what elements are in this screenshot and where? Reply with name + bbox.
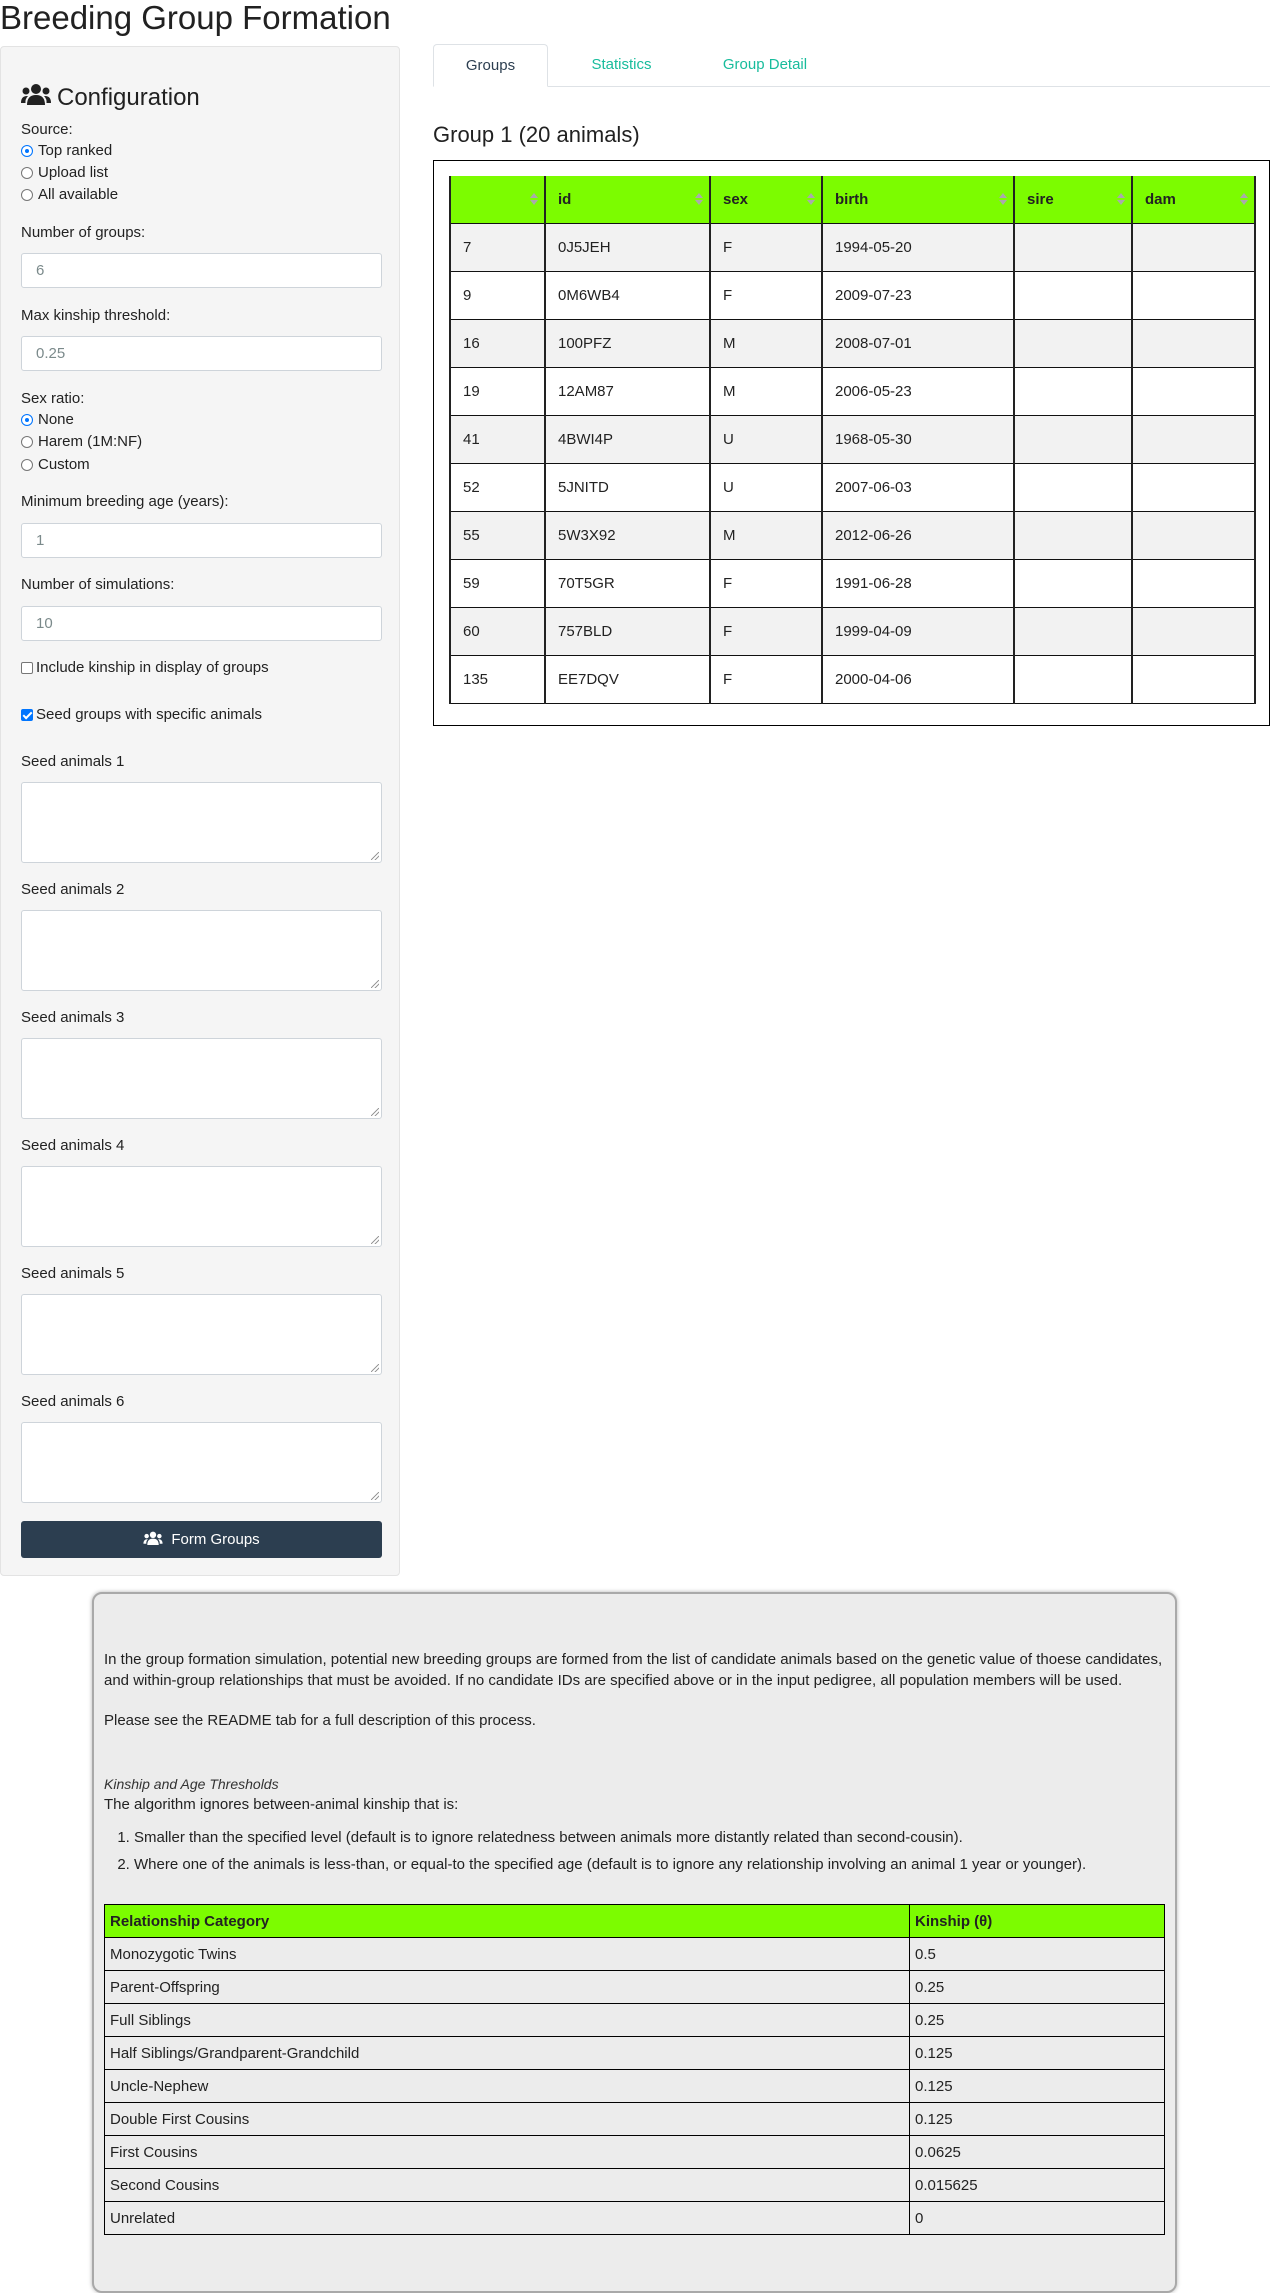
kinship-threshold-input[interactable]: 0.25 <box>21 336 382 371</box>
table-cell: F <box>710 607 822 655</box>
table-cell: 7 <box>450 223 545 271</box>
source-radio-upload-list[interactable] <box>21 164 108 181</box>
column-header-label: dam <box>1145 190 1176 208</box>
column-header-sire[interactable] <box>1014 176 1132 223</box>
table-cell: 9 <box>450 271 545 319</box>
kinship-cell: 0.25 <box>910 1971 1165 2004</box>
column-header-label: birth <box>835 190 869 208</box>
kinship-cell: Double First Cousins <box>105 2103 910 2136</box>
table-cell: 60 <box>450 607 545 655</box>
table-cell: M <box>710 319 822 367</box>
table-row[interactable] <box>450 511 1255 559</box>
table-cell: 4BWI4P <box>545 415 710 463</box>
source-radio-all-available[interactable] <box>21 186 118 203</box>
kinship-cell: 0.5 <box>910 1938 1165 1971</box>
configuration-panel <box>0 46 400 1576</box>
sort-icon <box>695 193 701 205</box>
table-cell: 5JNITD <box>545 463 710 511</box>
radio-selected[interactable] <box>21 145 33 157</box>
kinship-cell: First Cousins <box>105 2136 910 2169</box>
seed-groups-label: Seed groups with specific animals <box>36 706 262 723</box>
column-header-id[interactable] <box>545 176 710 223</box>
form-groups-label: Form Groups <box>171 1531 260 1548</box>
help-panel <box>92 1592 1177 2293</box>
table-cell <box>1014 271 1132 319</box>
table-cell: 5W3X92 <box>545 511 710 559</box>
table-cell <box>1132 559 1255 607</box>
column-header-birth[interactable] <box>822 176 1014 223</box>
min-age-label: Minimum breeding age (years): <box>21 493 229 510</box>
seed-animals-1-label: Seed animals 1 <box>21 753 125 770</box>
column-header-index[interactable] <box>450 176 545 223</box>
table-cell: 100PFZ <box>545 319 710 367</box>
radio-label: None <box>38 411 74 428</box>
table-cell: 41 <box>450 415 545 463</box>
radio-label: Harem (1M:NF) <box>38 433 143 450</box>
table-cell: 12AM87 <box>545 367 710 415</box>
table-row[interactable] <box>450 319 1255 367</box>
sex-ratio-radio-custom[interactable] <box>21 456 90 473</box>
kinship-row <box>105 2070 1165 2103</box>
kinship-cell: 0.125 <box>910 2070 1165 2103</box>
kinship-cell: 0.0625 <box>910 2136 1165 2169</box>
kinship-header-category: Relationship Category <box>105 1905 910 1938</box>
table-cell: F <box>710 559 822 607</box>
table-cell <box>1014 415 1132 463</box>
table-cell: 2007-06-03 <box>822 463 1014 511</box>
sort-icon <box>807 193 813 205</box>
seed-animals-2-textarea[interactable] <box>21 910 382 991</box>
tab-group-detail[interactable]: Group Detail <box>722 56 808 73</box>
radio-label: Top ranked <box>38 142 113 159</box>
table-cell: M <box>710 367 822 415</box>
kinship-row <box>105 2037 1165 2070</box>
sex-ratio-radio-harem[interactable] <box>21 433 142 450</box>
kinship-row <box>105 2103 1165 2136</box>
num-groups-label: Number of groups: <box>21 224 146 241</box>
table-cell <box>1132 319 1255 367</box>
table-cell: F <box>710 655 822 703</box>
users-icon <box>143 1531 163 1549</box>
threshold-list <box>104 1827 1086 1881</box>
table-cell: 16 <box>450 319 545 367</box>
table-cell: 1994-05-20 <box>822 223 1014 271</box>
radio-label: Custom <box>38 456 90 473</box>
column-header-label: id <box>558 190 572 208</box>
table-row[interactable] <box>450 559 1255 607</box>
list-item: 1. Smaller than the specified level (default is to ignore relatedness between animals more distantly related than second-cousin). <box>134 1827 1086 1848</box>
table-cell <box>1132 223 1255 271</box>
kinship-row <box>105 2202 1165 2235</box>
table-cell <box>1132 607 1255 655</box>
num-groups-input[interactable]: 6 <box>21 253 382 288</box>
kinship-cell: Monozygotic Twins <box>105 1938 910 1971</box>
table-cell: 55 <box>450 511 545 559</box>
kinship-threshold-label: Max kinship threshold: <box>21 307 171 324</box>
table-cell: 52 <box>450 463 545 511</box>
radio-label: All available <box>38 186 119 203</box>
kinship-cell: Uncle-Nephew <box>105 2070 910 2103</box>
radio-unselected[interactable] <box>21 167 33 179</box>
radio-label: Upload list <box>38 164 109 181</box>
help-paragraph-readme: Please see the README tab for a full description of this process. <box>104 1712 536 1729</box>
seed-groups-checkbox-row[interactable] <box>21 706 262 723</box>
sex-ratio-radio-none[interactable] <box>21 411 74 428</box>
table-cell: U <box>710 415 822 463</box>
table-cell <box>1014 319 1132 367</box>
table-cell: 757BLD <box>545 607 710 655</box>
table-cell: 1968-05-30 <box>822 415 1014 463</box>
kinship-table <box>104 1904 1165 2235</box>
seed-animals-3-textarea[interactable] <box>21 1038 382 1119</box>
radio-selected[interactable] <box>21 414 33 426</box>
kinship-cell: Half Siblings/Grandparent-Grandchild <box>105 2037 910 2070</box>
kinship-cell: 0 <box>910 2202 1165 2235</box>
seed-animals-1-textarea[interactable] <box>21 782 382 863</box>
include-kinship-label: Include kinship in display of groups <box>36 659 269 676</box>
table-cell: 1991-06-28 <box>822 559 1014 607</box>
kinship-row <box>105 1971 1165 2004</box>
sex-ratio-label: Sex ratio: <box>21 390 85 407</box>
kinship-cell: Full Siblings <box>105 2004 910 2037</box>
kinship-row <box>105 2004 1165 2037</box>
table-cell: M <box>710 511 822 559</box>
seed-animals-2-label: Seed animals 2 <box>21 881 125 898</box>
column-header-label: sire <box>1027 190 1054 208</box>
kinship-header-value: Kinship (θ) <box>910 1905 1165 1938</box>
table-cell: 2009-07-23 <box>822 271 1014 319</box>
group-table <box>449 176 1256 704</box>
kinship-cell: 0.015625 <box>910 2169 1165 2202</box>
group-title: Group 1 (20 animals) <box>433 122 640 147</box>
table-cell: 2012-06-26 <box>822 511 1014 559</box>
kinship-cell: 0.125 <box>910 2037 1165 2070</box>
column-header-label: sex <box>723 190 749 208</box>
kinship-cell: 0.25 <box>910 2004 1165 2037</box>
seed-animals-4-label: Seed animals 4 <box>21 1137 125 1154</box>
users-icon <box>21 83 51 112</box>
table-cell: 135 <box>450 655 545 703</box>
sort-icon <box>1240 193 1246 205</box>
source-label: Source: <box>21 121 73 138</box>
table-row[interactable] <box>450 655 1255 703</box>
table-cell: U <box>710 463 822 511</box>
seed-animals-4-textarea[interactable] <box>21 1166 382 1247</box>
radio-unselected[interactable] <box>21 436 33 448</box>
sort-icon <box>999 193 1005 205</box>
table-cell: F <box>710 223 822 271</box>
table-row[interactable] <box>450 415 1255 463</box>
table-cell <box>1014 655 1132 703</box>
table-row[interactable] <box>450 607 1255 655</box>
tab-groups[interactable]: Groups <box>433 44 548 87</box>
table-cell <box>1132 271 1255 319</box>
table-cell: 19 <box>450 367 545 415</box>
kinship-cell: Unrelated <box>105 2202 910 2235</box>
configuration-title <box>21 83 200 112</box>
kinship-cell: Second Cousins <box>105 2169 910 2202</box>
table-row[interactable] <box>450 223 1255 271</box>
table-cell: 59 <box>450 559 545 607</box>
seed-animals-5-textarea[interactable] <box>21 1294 382 1375</box>
seed-animals-5-label: Seed animals 5 <box>21 1265 125 1282</box>
list-item: 2. Where one of the animals is less-than, or equal-to the specified age (default is to ignore any relationship involving an animal 1 year or younger). <box>134 1854 1086 1875</box>
radio-unselected[interactable] <box>21 189 33 201</box>
source-radio-top-ranked[interactable] <box>21 142 112 159</box>
help-paragraph-algorithm: The algorithm ignores between-animal kinship that is: <box>104 1796 459 1813</box>
table-row[interactable] <box>450 463 1255 511</box>
configuration-label: Configuration <box>57 83 200 111</box>
kinship-thresholds-heading: Kinship and Age Thresholds <box>104 1776 279 1792</box>
kinship-row <box>105 2169 1165 2202</box>
table-cell: 0M6WB4 <box>545 271 710 319</box>
seed-animals-6-textarea[interactable] <box>21 1422 382 1503</box>
column-header-dam[interactable] <box>1132 176 1255 223</box>
min-age-input[interactable]: 1 <box>21 523 382 558</box>
table-cell <box>1014 463 1132 511</box>
table-cell <box>1014 607 1132 655</box>
table-cell <box>1132 463 1255 511</box>
help-paragraph-intro: In the group formation simulation, potential new breeding groups are formed from the list of candidate animals based on the genetic value of thoese candidates, and within-group relationships that must be avoided. If no candidate IDs are specified above or in the input pedigree, all population members will be used. <box>104 1651 1163 1689</box>
table-cell <box>1132 367 1255 415</box>
table-cell: 2000-04-06 <box>822 655 1014 703</box>
table-cell <box>1132 415 1255 463</box>
num-sims-label: Number of simulations: <box>21 576 175 593</box>
tab-bar <box>433 44 1270 87</box>
table-cell: 2006-05-23 <box>822 367 1014 415</box>
kinship-cell: 0.125 <box>910 2103 1165 2136</box>
table-cell: 70T5GR <box>545 559 710 607</box>
sort-icon <box>530 193 536 205</box>
include-kinship-checkbox[interactable] <box>21 662 33 674</box>
page-title: Breeding Group Formation <box>0 0 391 36</box>
form-groups-button[interactable] <box>21 1521 382 1558</box>
sort-icon <box>1117 193 1123 205</box>
tab-statistics[interactable]: Statistics <box>591 56 652 73</box>
table-row[interactable] <box>450 367 1255 415</box>
column-header-sex[interactable] <box>710 176 822 223</box>
group-table-container <box>433 160 1270 726</box>
kinship-cell: Parent-Offspring <box>105 1971 910 2004</box>
table-cell <box>1014 367 1132 415</box>
include-kinship-checkbox-row[interactable] <box>21 659 269 676</box>
table-row[interactable] <box>450 271 1255 319</box>
table-cell: 1999-04-09 <box>822 607 1014 655</box>
num-sims-input[interactable]: 10 <box>21 606 382 641</box>
table-cell <box>1014 223 1132 271</box>
table-cell: F <box>710 271 822 319</box>
kinship-row <box>105 1938 1165 1971</box>
table-cell <box>1132 655 1255 703</box>
table-cell: 2008-07-01 <box>822 319 1014 367</box>
kinship-row <box>105 2136 1165 2169</box>
table-cell <box>1014 559 1132 607</box>
table-cell <box>1014 511 1132 559</box>
table-cell: 0J5JEH <box>545 223 710 271</box>
seed-animals-3-label: Seed animals 3 <box>21 1009 125 1026</box>
table-cell: EE7DQV <box>545 655 710 703</box>
seed-animals-6-label: Seed animals 6 <box>21 1393 125 1410</box>
radio-unselected[interactable] <box>21 459 33 471</box>
seed-groups-checkbox[interactable] <box>21 709 33 721</box>
table-cell <box>1132 511 1255 559</box>
